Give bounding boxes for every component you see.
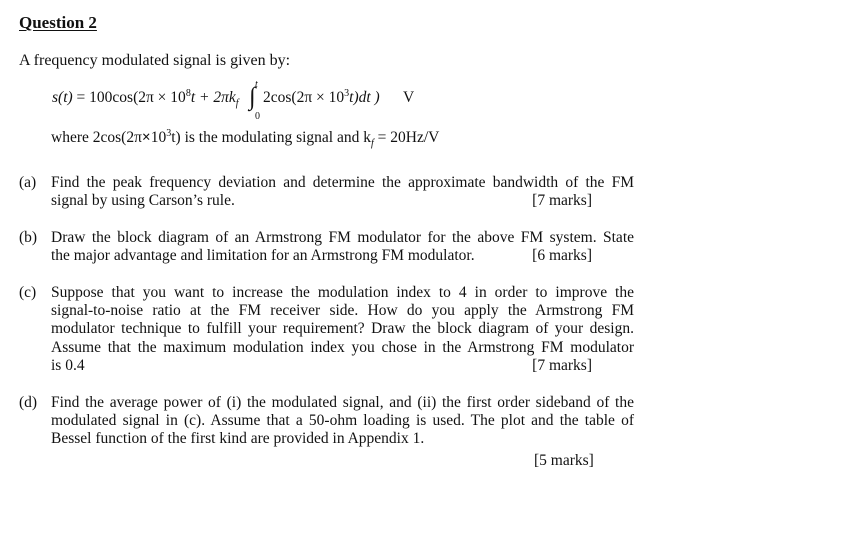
- formula-main: [52, 89, 239, 107]
- integral-lower-limit: 0: [255, 111, 260, 122]
- part-b: [19, 229, 634, 269]
- part-d-line-2: modulated signal in (c). Assume that a 50-ohm loading is used. The plot and the table of: [51, 412, 634, 430]
- part-c-marks: [7 marks]: [532, 356, 592, 374]
- formula-exp-8: 8: [185, 88, 191, 99]
- part-c-line-4: Assume that the maximum modulation index you chose in the Armstrong FM modulator: [51, 338, 634, 356]
- part-a-last-row: [51, 192, 634, 210]
- part-c-line-2: signal-to-noise ratio at the FM receiver side. How do you apply the Armstrong FM: [51, 302, 634, 320]
- part-d-line-3: Bessel function of the first kind are provided in Appendix 1.: [51, 430, 425, 448]
- where-sub-f: f: [371, 138, 374, 149]
- part-d-line-1: Find the average power of (i) the modulated signal, and (ii) the first order sideband of the: [51, 394, 634, 411]
- formula-sub-f: f: [235, 98, 239, 109]
- integrand-a: 2cos(2π × 10: [263, 89, 345, 106]
- part-a-body: [51, 174, 634, 210]
- part-a-marks: [7 marks]: [532, 192, 592, 210]
- part-a-label: (a): [19, 174, 37, 191]
- integral-upper-limit: t: [255, 79, 258, 90]
- part-c-line-3: modulator technique to fulfill your requirement? Draw the block diagram of your design.: [51, 320, 634, 338]
- formula-unit: V: [403, 89, 415, 106]
- part-d-body: [51, 394, 634, 449]
- part-b-last-row: [51, 247, 634, 265]
- part-a-line-1: Find the peak frequency deviation and determine the approximate bandwidth of the FM: [51, 174, 634, 191]
- part-c-last-row: [51, 357, 634, 375]
- part-c: [19, 284, 634, 379]
- where-exp-3: 3: [166, 128, 172, 139]
- integrand-b: t)dt ): [349, 89, 380, 106]
- modulating-signal-definition: [51, 129, 439, 147]
- part-c-label: (c): [19, 284, 37, 301]
- question-intro: A frequency modulated signal is given by:: [19, 52, 291, 69]
- where-value: = 20Hz/V: [373, 129, 440, 146]
- where-ten: 10: [150, 129, 167, 146]
- formula-mid: t + 2πk: [190, 89, 236, 106]
- part-c-line-1: Suppose that you want to increase the modulation index to 4 in order to improve the: [51, 284, 634, 301]
- part-d-label: (d): [19, 394, 38, 411]
- formula-eq: = 100cos(2π × 10: [72, 89, 186, 106]
- part-b-label: (b): [19, 229, 38, 246]
- part-a: [19, 174, 634, 214]
- part-b-line-2: the major advantage and limitation for an Armstrong FM modulator.: [51, 247, 475, 265]
- part-a-line-2: signal by using Carson’s rule.: [51, 192, 235, 210]
- question-heading: Question 2: [19, 13, 97, 32]
- part-b-marks: [6 marks]: [532, 247, 592, 265]
- part-c-body: [51, 284, 634, 375]
- formula-lhs: s(t): [52, 89, 73, 106]
- part-b-body: [51, 229, 634, 265]
- part-b-line-1: Draw the block diagram of an Armstrong FM modulator for the above FM system. State: [51, 229, 634, 246]
- where-suffix: t) is the modulating signal and k: [171, 129, 371, 146]
- integrand-exp-3: 3: [344, 88, 350, 99]
- integral-sign: ∫: [249, 83, 256, 111]
- formula-integrand: [263, 89, 380, 107]
- where-prefix: where 2cos(2π: [51, 129, 142, 146]
- part-d-marks: [5 marks]: [534, 452, 594, 469]
- where-times: ×: [141, 129, 151, 146]
- part-c-line-5: is 0.4: [51, 356, 85, 374]
